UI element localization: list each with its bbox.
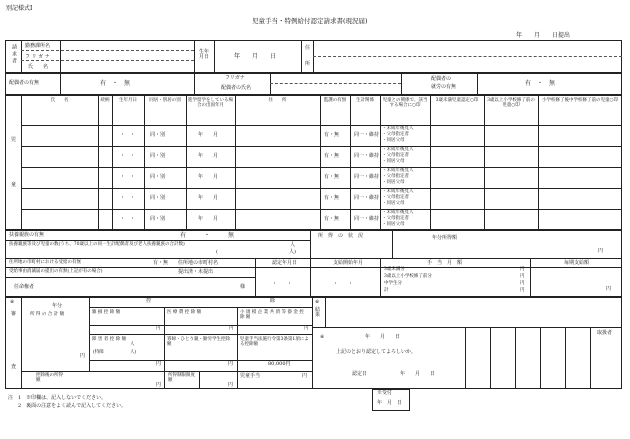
child-abroad[interactable]: 年 月 <box>198 132 219 138</box>
child-name-field[interactable] <box>24 191 96 206</box>
pay-start-label: 支給開始年月 <box>333 260 364 266</box>
ded-sub-label-1: (特障 <box>93 350 104 355</box>
child-livelihood[interactable]: 同一・維持 <box>354 132 380 138</box>
allowance-line: 中学生分 <box>384 281 402 286</box>
ded-cell-1: 医 療 費 控 除 額 <box>167 310 202 315</box>
page-title: 児童手当・特例給付認定請求書(現況届) <box>252 17 368 25</box>
workplace-field[interactable] <box>62 43 192 49</box>
spouse-job-radio[interactable]: 有 ・ 無 <box>525 80 556 87</box>
residence-label: 住所地の市町村における受給の有無 <box>9 260 81 265</box>
child-header-9: 3歳未満児童認定○印 <box>435 98 479 103</box>
review-side-label-2: 査 <box>11 364 17 370</box>
allowance-yen: 円 <box>520 288 525 293</box>
cert-date-value[interactable]: ・ ・ <box>272 281 293 287</box>
child-cohabit[interactable]: 同・別 <box>150 153 166 159</box>
child-header-8: 児童との関係で、該当する場合に○印 <box>382 98 428 109</box>
furigana-label: フ リ ガ ナ <box>25 54 50 60</box>
address-label-2: 所 <box>305 61 311 67</box>
row-divider <box>21 188 622 189</box>
cert-day-value[interactable]: 年 月 日 <box>400 371 436 377</box>
child-livelihood[interactable]: 同一・維持 <box>354 174 380 180</box>
child-abroad[interactable]: 年 月 <box>198 195 219 201</box>
spouse-name-field[interactable] <box>274 86 394 93</box>
cert-day-label: 認定日 <box>352 371 368 377</box>
child-custody[interactable]: 有・無 <box>324 174 340 180</box>
ded-yen-b: 円 <box>228 361 234 367</box>
child-cohabit[interactable]: 同・別 <box>150 216 166 222</box>
spouse-job-label-2: 就労の有無 <box>431 84 457 90</box>
child-relation[interactable]: ・同居父母 <box>382 222 405 227</box>
child-relation[interactable]: ・未成年後見人 <box>382 210 414 215</box>
child-header-3: 同居・別居の別 <box>149 98 181 103</box>
child-relation[interactable]: ・未成年後見人 <box>382 168 414 173</box>
allowance-label: 手 当 月 額 <box>427 260 463 266</box>
child-relation[interactable]: ・父母指定者 <box>382 216 409 221</box>
child-relation[interactable]: ・同居父母 <box>382 180 405 185</box>
child-abroad[interactable]: 年 月 <box>198 216 219 222</box>
child-header-0: 氏 名 <box>50 98 69 103</box>
received-label: ※受付 <box>377 390 393 396</box>
birth-field[interactable]: 年 月 日 <box>234 53 277 60</box>
workplace-label: 勤務課所名 <box>25 43 51 49</box>
child-birth[interactable]: ・ ・ <box>120 195 136 201</box>
note-2: 2 裏面の注意をよく読んで記入してください。 <box>8 403 127 409</box>
child-header-10: 3歳以上小学校修了前の児童○印 <box>487 98 535 109</box>
after-yen: 円 <box>156 382 162 388</box>
note-1: 注 1 ※印欄は、記入しないでください。 <box>8 395 107 401</box>
review-star: ※ <box>10 299 15 305</box>
year-label: 年分 <box>52 303 63 309</box>
child-cohabit[interactable]: 同・別 <box>150 195 166 201</box>
child-name-field[interactable] <box>24 128 96 143</box>
appointer-field[interactable] <box>60 281 230 291</box>
child-header-1: 続柄 <box>100 98 110 103</box>
child-cohabit[interactable]: 同・別 <box>150 132 166 138</box>
child-custody[interactable]: 有・無 <box>324 132 340 138</box>
child-birth[interactable]: ・ ・ <box>120 132 136 138</box>
appointer-suffix: 様 <box>240 284 246 290</box>
child-allowance-yen: 円 <box>302 373 308 379</box>
child-custody[interactable]: 有・無 <box>324 195 340 201</box>
child-relation[interactable]: ・父母指定者 <box>382 153 409 158</box>
recv-radio[interactable]: 提出済・未提出 <box>178 269 214 275</box>
allowance-yen: 円 <box>520 274 525 279</box>
spouse-radio[interactable]: 有 ・ 無 <box>100 80 131 87</box>
received-date[interactable]: 年 月 日 <box>377 400 403 406</box>
child-name-field[interactable] <box>24 212 96 227</box>
row-divider <box>21 167 622 168</box>
ded-sub-label-2: 人) <box>130 350 137 355</box>
child-abroad[interactable]: 年 月 <box>198 153 219 159</box>
child-relation[interactable]: ・未成年後見人 <box>382 189 414 194</box>
income-total-yen: 円 <box>80 353 86 359</box>
recv-label: 受給事由消滅届の提出の有無(上記が有の場合) <box>9 269 103 274</box>
limit-label: 所得制限限度額 <box>168 373 195 383</box>
count-unit: 人 <box>290 242 296 248</box>
income-status-label: 所 得 の 状 況 <box>318 233 364 239</box>
ded-yen: 円 <box>304 326 309 331</box>
dependents-label: 扶養親族の有無 <box>9 232 45 238</box>
name-label: 氏 名 <box>28 64 49 70</box>
child-relation[interactable]: ・同居父母 <box>382 138 405 143</box>
handler-label: 取扱者 <box>597 330 613 336</box>
row-divider <box>21 209 622 210</box>
appointer-label: 任命権者 <box>14 284 35 290</box>
deduction-label-2: 除 <box>270 298 276 304</box>
children-side-label: 児 <box>11 137 17 143</box>
dependents-count-field[interactable] <box>230 243 285 255</box>
ded-yen: 円 <box>156 326 161 331</box>
allowance-yen: 円 <box>520 281 525 286</box>
dependents-radio[interactable]: 有 ・ 無 <box>180 232 235 239</box>
ded2-cell-2: 児童手当法施行令第3条第1項による控除額 <box>240 337 309 348</box>
ded-cell-2: 小 規 模 企 業 共 済 等 掛 金 控 除 額 <box>240 310 304 321</box>
spouse-label: 配偶者の有無 <box>9 80 40 86</box>
child-relation[interactable]: ・未成年後見人 <box>382 126 414 131</box>
allowance-line: 3歳以上小学校修了前分 <box>384 274 432 279</box>
receipt-star: ※ <box>320 334 325 340</box>
child-birth[interactable]: ・ ・ <box>120 153 136 159</box>
child-relation[interactable]: ・未成年後見人 <box>382 147 414 152</box>
spouse-furigana-label: フリガナ <box>225 75 245 81</box>
income-year-label: 年分所得額 <box>432 235 458 241</box>
children-side-label-2: 童 <box>11 182 17 188</box>
review-side-label: 審 <box>11 311 17 317</box>
child-relation[interactable]: ・父母指定者 <box>382 174 409 179</box>
dependents-count-label: 扶養親族等及び児童の数(うち、70歳以上の同一生計配偶者及び老人扶養親族の合計数) <box>9 242 185 247</box>
name-field[interactable] <box>62 63 192 71</box>
ded-cell-0: 雑 損 控 除 額 <box>92 310 121 315</box>
count-open: ( <box>216 249 218 255</box>
period-label: 毎期支給額 <box>564 260 590 266</box>
child-relation[interactable]: ・父母指定者 <box>382 132 409 137</box>
child-header-5: 住 所 <box>268 98 287 103</box>
period-yen: 円 <box>606 286 612 292</box>
allowance-line: 計 <box>384 288 389 293</box>
claimant-side-label: 請求者 <box>11 44 17 65</box>
birth-label: 生年月日 <box>199 49 210 60</box>
income-field[interactable] <box>400 246 590 255</box>
child-birth[interactable]: ・ ・ <box>120 216 136 222</box>
ded-sub-1: 人 <box>130 342 135 347</box>
residence-radio[interactable]: 有・無 <box>153 260 169 266</box>
ded2-cell-0: 障 害 者 控 除 額 <box>92 337 127 342</box>
child-custody[interactable]: 有・無 <box>324 153 340 159</box>
row-divider <box>21 146 622 147</box>
furigana-field[interactable] <box>62 53 192 59</box>
child-livelihood[interactable]: 同一・維持 <box>354 216 380 222</box>
child-header-4: 進学留学をしている場合の出国年月 <box>188 98 233 109</box>
count-close: 人) <box>289 249 296 255</box>
submission-date[interactable]: 年 月 日提出 <box>516 32 571 39</box>
allowance-yen: 円 <box>520 267 525 272</box>
allowance-line: 3歳未満分 <box>384 267 405 272</box>
receipt-text: 上記のとおり認定してよろしいか。 <box>336 349 417 355</box>
income-total-label: 所 得 の 合 計 額 <box>30 312 65 317</box>
form-label: 別記様式Ⅰ <box>6 5 33 12</box>
child-header-2: 生年月日 <box>119 98 137 103</box>
child-header-11: 小学校修了後中学校修了前の児童○印 <box>542 98 618 103</box>
spouse-name-label: 配偶者の氏名 <box>221 85 252 91</box>
limit-yen: 円 <box>228 382 234 388</box>
child-name-field[interactable] <box>24 149 96 164</box>
child-cohabit[interactable]: 同・別 <box>150 174 166 180</box>
spouse-job-label: 配偶者の <box>431 76 452 82</box>
child-custody[interactable]: 有・無 <box>324 216 340 222</box>
fixed-amount: 80,000円 <box>268 361 291 367</box>
result-star: ※ <box>315 299 320 305</box>
result-label: 結果 <box>315 307 321 318</box>
child-livelihood[interactable]: 同一・維持 <box>354 153 380 159</box>
income-yen: 円 <box>598 248 604 254</box>
residence-city-label: 住所地の市町村名 <box>178 260 219 266</box>
child-header-6: 監護の有無 <box>323 98 347 103</box>
ded-yen-a: 円 <box>156 361 162 367</box>
child-abroad[interactable]: 年 月 <box>198 174 219 180</box>
ded2-cell-1: 寡婦・ひとり親・勤労学生控除額 <box>167 337 230 348</box>
address-field[interactable] <box>316 44 616 68</box>
after-label: 控除後の所得額 <box>36 373 63 383</box>
ded-yen: 円 <box>229 326 234 331</box>
child-livelihood[interactable]: 同一・維持 <box>354 195 380 201</box>
child-allowance-label: 児童手当 <box>240 373 261 379</box>
child-name-field[interactable] <box>24 170 96 185</box>
child-relation[interactable]: ・父母指定者 <box>382 195 409 200</box>
cert-date-label: 認定年月日 <box>272 260 298 266</box>
address-label: 住 <box>305 45 311 51</box>
pay-start-value[interactable]: ・ ・ <box>333 281 354 287</box>
receipt-date[interactable]: 年 月 日 <box>365 334 401 340</box>
child-relation[interactable]: ・同居父母 <box>382 201 405 206</box>
child-header-7: 生計関係 <box>356 98 374 103</box>
child-relation[interactable]: ・同居父母 <box>382 159 405 164</box>
deduction-label: 控 <box>146 298 152 304</box>
child-birth[interactable]: ・ ・ <box>120 174 136 180</box>
